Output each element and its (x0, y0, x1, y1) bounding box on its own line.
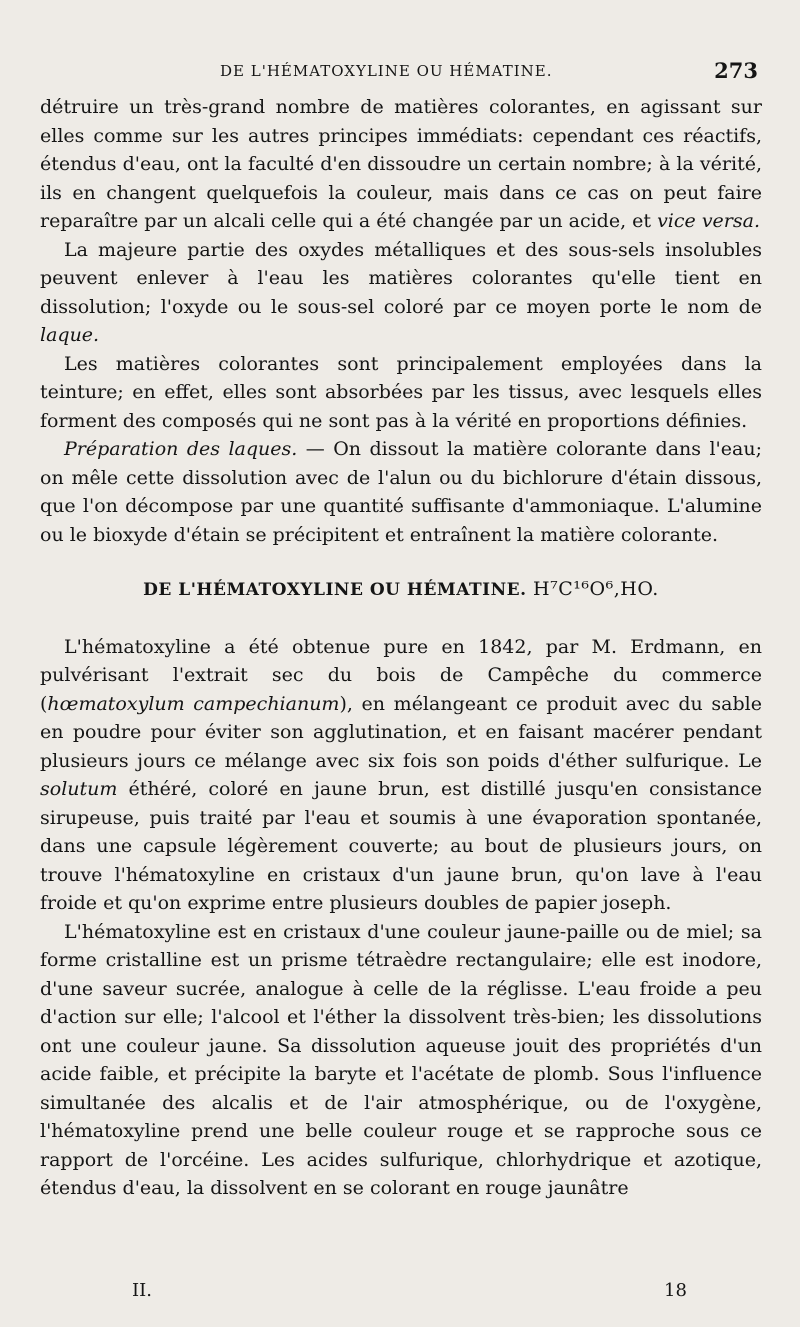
paragraph-3-text: Les matières colorantes sont principalement employées dans la teinture; en effet, elles sont absorbées par les tissus, avec lesquels elles forment des composés qui ne sont pas à la vérité en proportions définies. (40, 352, 762, 432)
paragraph-5-italic-solutum: solutum (40, 778, 118, 800)
paragraph-4-italic: Préparation des laques. (64, 438, 298, 460)
paragraph-2-italic: laque. (40, 324, 100, 346)
paragraph-5-text-a: L'hématoxyline a été obtenue pure en 1842, par M. Erdmann, en pulvérisant l'extrait sec du bois de Campêche du commerce ( (40, 635, 762, 715)
paragraph-6 (40, 918, 762, 1203)
page-footer (40, 1280, 762, 1308)
paragraph-5-italic-species: hœmatoxylum campechianum (47, 692, 340, 715)
body-text (40, 93, 762, 1203)
paragraph-2 (40, 236, 762, 350)
paragraph-3 (40, 350, 762, 436)
paragraph-4-text: — On dissout la matière colorante dans l'eau; on mêle cette dissolution avec de l'alun ou du bichlorure d'étain dissous, que l'on décompose par une quantité suffisante d'ammoniaque. L'alumine ou le bioxyde d'étain se précipitent et entraînent la matière colorante. (40, 438, 762, 546)
section-heading (40, 575, 762, 605)
paragraph-5 (40, 633, 762, 918)
page-header (40, 58, 760, 88)
chemical-formula: H⁷C¹⁶O⁶,HO. (526, 578, 659, 600)
running-title: DE L'HÉMATOXYLINE OU HÉMATINE. (220, 62, 553, 80)
paragraph-5-text-b: ), en mélangeant ce produit avec du sable en poudre pour éviter son agglutination, et en faisant macérer pendant plusieurs jours ce mélange avec six fois son poids d'éther sulfurique. Le (40, 692, 762, 772)
signature-mark: II. (132, 1280, 152, 1301)
paragraph-1 (40, 93, 762, 236)
paragraph-5-text-c: éthéré, coloré en jaune brun, est distillé jusqu'en consistance sirupeuse, puis traité par l'eau et soumis à une évaporation spontanée, dans une capsule légèrement couverte; au bout de plusieurs jours, on trouve l'hématoxyline en cristaux d'un jaune brun, qu'on lave à l'eau froide et qu'on exprime entre plusieurs doubles de papier joseph. (40, 778, 762, 914)
folio-number: 18 (664, 1280, 687, 1301)
paragraph-4 (40, 435, 762, 549)
section-title: DE L'HÉMATOXYLINE OU HÉMATINE. (143, 580, 527, 600)
paragraph-6-text: L'hématoxyline est en cristaux d'une couleur jaune-paille ou de miel; sa forme cristalline est un prisme tétraèdre rectangulaire; elle est inodore, d'une saveur sucrée, analogue à celle de la réglisse. L'eau froide a peu d'action sur elle; l'alcool et l'éther la dissolvent très-bien; les dissolutions ont une couleur jaune. Sa dissolution aqueuse jouit des propriétés d'un acide faible, et précipite la baryte et l'acétate de plomb. Sous l'influence simultanée des alcalis et de l'air atmosphérique, ou de l'oxygène, l'hématoxyline prend une belle couleur rouge et se rapproche sous ce rapport de l'orcéine. Les acides sulfurique, chlorhydrique et azotique, étendus d'eau, la dissolvent en se colorant en rouge jaunâtre (40, 920, 762, 1199)
paragraph-1-italic: vice versa. (657, 210, 760, 232)
paragraph-2-text: La majeure partie des oxydes métalliques et des sous-sels insolubles peuvent enlever à l'eau les matières colorantes qu'elle tient en dissolution; l'oxyde ou le sous-sel coloré par ce moyen porte le nom de (40, 238, 762, 318)
page-number: 273 (714, 58, 758, 83)
paragraph-1-text: détruire un très-grand nombre de matières colorantes, en agissant sur elles comme sur les autres principes immédiats: cependant ces réactifs, étendus d'eau, ont la faculté d'en dissoudre un certain nombre; à la vérité, ils en changent quelquefois la couleur, mais dans ce cas on peut faire reparaître par un alcali celle qui a été changée par un acide, et (40, 96, 762, 232)
